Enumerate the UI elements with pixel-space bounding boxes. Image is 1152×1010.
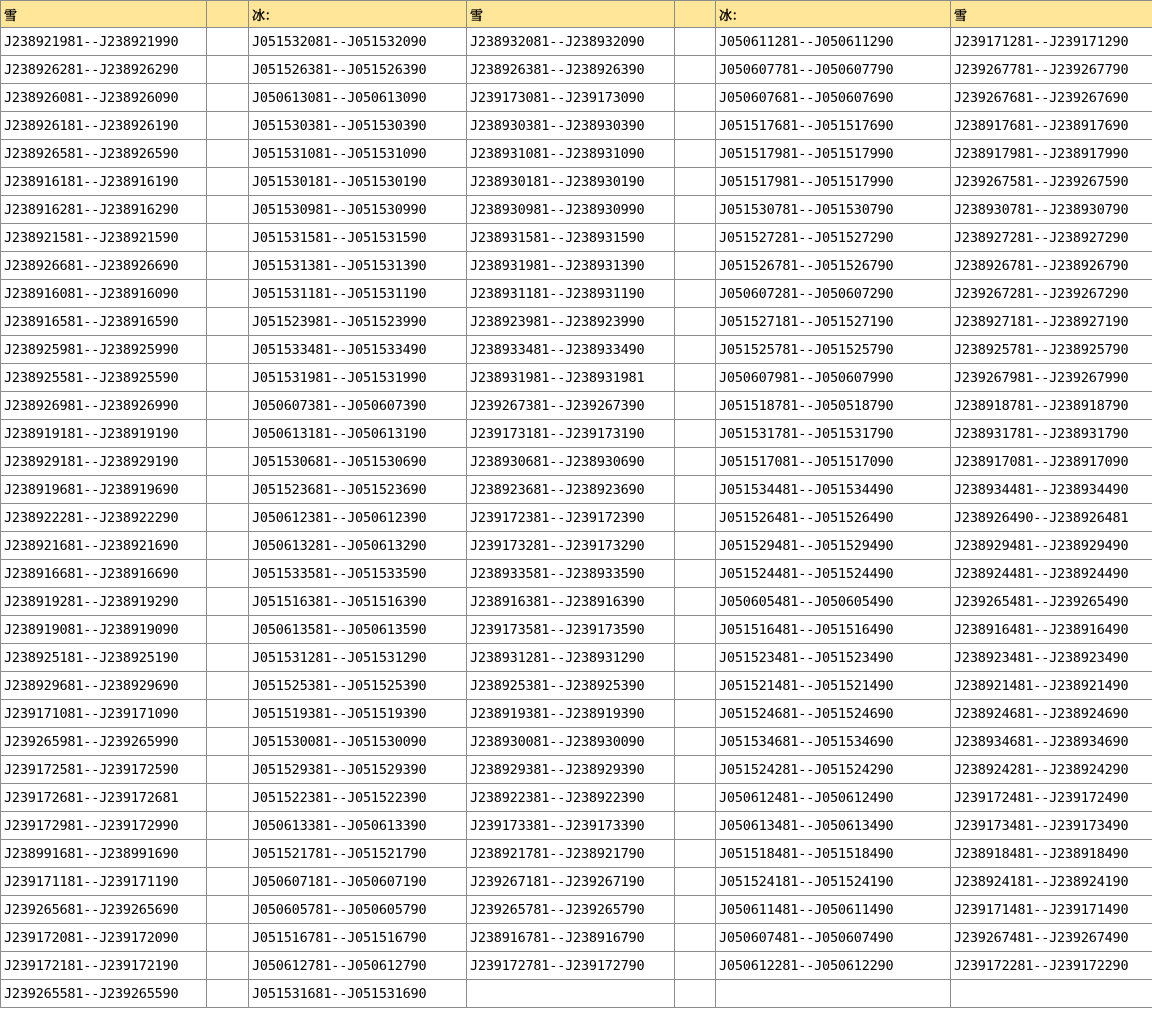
table-row: [1, 224, 1152, 252]
table-row: [1, 700, 1152, 728]
table-cell[interactable]: J238919681--J238919690: [1, 476, 207, 504]
table-cell[interactable]: J051518481--J051518490: [716, 840, 951, 868]
table-cell[interactable]: J051527281--J051527290: [716, 224, 951, 252]
table-cell[interactable]: J051531281--J051531290: [249, 644, 467, 672]
table-cell[interactable]: [675, 644, 716, 672]
table-cell[interactable]: J051533481--J051533490: [249, 336, 467, 364]
table-cell[interactable]: [207, 728, 249, 756]
table-cell[interactable]: [207, 504, 249, 532]
table-cell[interactable]: [675, 280, 716, 308]
table-cell[interactable]: J051523681--J051523690: [249, 476, 467, 504]
table-cell[interactable]: [675, 952, 716, 980]
table-cell[interactable]: J238929481--J238929490: [951, 532, 1152, 560]
header-cell[interactable]: 冰：: [249, 1, 467, 28]
table-cell[interactable]: J239172081--J239172090: [1, 924, 207, 952]
table-cell[interactable]: [207, 560, 249, 588]
table-cell[interactable]: [207, 952, 249, 980]
table-cell[interactable]: J239265581--J239265590: [1, 980, 207, 1008]
table-cell[interactable]: J051517981--J051517990: [716, 140, 951, 168]
table-row: [1, 896, 1152, 924]
table-cell[interactable]: J238916481--J238916490: [951, 616, 1152, 644]
table-cell[interactable]: J238931181--J238931190: [467, 280, 675, 308]
table-cell[interactable]: J051525381--J051525390: [249, 672, 467, 700]
table-cell[interactable]: J239172281--J239172290: [951, 952, 1152, 980]
table-row: [1, 728, 1152, 756]
table-cell[interactable]: [207, 588, 249, 616]
table-cell[interactable]: J238930981--J238930990: [467, 196, 675, 224]
table-cell[interactable]: J239172781--J239172790: [467, 952, 675, 980]
table-cell[interactable]: J238916281--J238916290: [1, 196, 207, 224]
table-cell[interactable]: [207, 672, 249, 700]
table-cell[interactable]: [207, 420, 249, 448]
table-cell[interactable]: [207, 308, 249, 336]
table-cell[interactable]: J050607181--J050607190: [249, 868, 467, 896]
table-cell[interactable]: J238931281--J238931290: [467, 644, 675, 672]
table-cell[interactable]: [675, 980, 716, 1008]
table-cell[interactable]: [716, 980, 951, 1008]
table-cell[interactable]: J238921981--J238921990: [1, 28, 207, 56]
table-row: [1, 672, 1152, 700]
table-cell[interactable]: J051531681--J051531690: [249, 980, 467, 1008]
header-cell[interactable]: 雪: [467, 1, 675, 28]
table-cell[interactable]: J238916381--J238916390: [467, 588, 675, 616]
table-cell[interactable]: J238916681--J238916690: [1, 560, 207, 588]
table-cell[interactable]: J238925781--J238925790: [951, 336, 1152, 364]
table-cell[interactable]: J051531581--J051531590: [249, 224, 467, 252]
table-cell[interactable]: J051531381--J051531390: [249, 252, 467, 280]
table-cell[interactable]: J050607281--J050607290: [716, 280, 951, 308]
table-cell[interactable]: J239173481--J239173490: [951, 812, 1152, 840]
table-cell[interactable]: J239265781--J239265790: [467, 896, 675, 924]
table-cell[interactable]: [675, 672, 716, 700]
table-cell[interactable]: J050612481--J050612490: [716, 784, 951, 812]
table-cell[interactable]: J238922381--J238922390: [467, 784, 675, 812]
table-cell[interactable]: J238926381--J238926390: [467, 56, 675, 84]
table-cell[interactable]: [675, 28, 716, 56]
table-cell[interactable]: J050605481--J050605490: [716, 588, 951, 616]
table-cell[interactable]: J238931081--J238931090: [467, 140, 675, 168]
table-cell[interactable]: J238927181--J238927190: [951, 308, 1152, 336]
table-cell[interactable]: J238922281--J238922290: [1, 504, 207, 532]
table-row: [1, 336, 1152, 364]
table-cell[interactable]: J050611481--J050611490: [716, 896, 951, 924]
table-cell[interactable]: [675, 532, 716, 560]
table-cell[interactable]: [675, 56, 716, 84]
table-cell[interactable]: [207, 868, 249, 896]
table-cell[interactable]: J238930781--J238930790: [951, 196, 1152, 224]
table-cell[interactable]: J239267481--J239267490: [951, 924, 1152, 952]
table-cell[interactable]: J238919281--J238919290: [1, 588, 207, 616]
table-cell[interactable]: J051524481--J051524490: [716, 560, 951, 588]
table-cell[interactable]: J238921781--J238921790: [467, 840, 675, 868]
table-cell[interactable]: J051530981--J051530990: [249, 196, 467, 224]
table-cell[interactable]: [675, 784, 716, 812]
table-cell[interactable]: J238930681--J238930690: [467, 448, 675, 476]
table-cell[interactable]: J051517081--J051517090: [716, 448, 951, 476]
table-cell[interactable]: J051523981--J051523990: [249, 308, 467, 336]
table-cell[interactable]: J051521481--J051521490: [716, 672, 951, 700]
table-cell[interactable]: J238919381--J238919390: [467, 700, 675, 728]
table-cell[interactable]: J238925981--J238925990: [1, 336, 207, 364]
table-cell[interactable]: J050611281--J050611290: [716, 28, 951, 56]
table-cell[interactable]: [207, 168, 249, 196]
table-cell[interactable]: J238934681--J238934690: [951, 728, 1152, 756]
table-cell[interactable]: [207, 616, 249, 644]
table-cell[interactable]: J238926781--J238926790: [951, 252, 1152, 280]
table-cell[interactable]: J050605781--J050605790: [249, 896, 467, 924]
table-cell[interactable]: J239172981--J239172990: [1, 812, 207, 840]
table-row: [1, 140, 1152, 168]
table-cell[interactable]: J239172381--J239172390: [467, 504, 675, 532]
table-row: [1, 84, 1152, 112]
table-cell[interactable]: J051516781--J051516790: [249, 924, 467, 952]
table-cell[interactable]: [675, 504, 716, 532]
table-cell[interactable]: J238934481--J238934490: [951, 476, 1152, 504]
table-cell[interactable]: J051519381--J051519390: [249, 700, 467, 728]
table-row: [1, 168, 1152, 196]
table-cell[interactable]: [207, 56, 249, 84]
table-cell[interactable]: J051534681--J051534690: [716, 728, 951, 756]
table-cell[interactable]: J051529381--J051529390: [249, 756, 467, 784]
header-cell[interactable]: 雪: [951, 1, 1152, 28]
table-cell[interactable]: J239267581--J239267590: [951, 168, 1152, 196]
table-cell[interactable]: J238921681--J238921690: [1, 532, 207, 560]
table-cell[interactable]: J051533581--J051533590: [249, 560, 467, 588]
table-cell[interactable]: J050607381--J050607390: [249, 392, 467, 420]
table-cell[interactable]: J238918481--J238918490: [951, 840, 1152, 868]
table-cell[interactable]: J051530781--J051530790: [716, 196, 951, 224]
table-row: [1, 980, 1152, 1008]
table-cell[interactable]: J238927281--J238927290: [951, 224, 1152, 252]
table-cell[interactable]: J238933481--J238933490: [467, 336, 675, 364]
table-cell[interactable]: [675, 224, 716, 252]
table-cell[interactable]: J238925581--J238925590: [1, 364, 207, 392]
table-cell[interactable]: J051526781--J051526790: [716, 252, 951, 280]
table-row: [1, 364, 1152, 392]
table-cell[interactable]: [675, 252, 716, 280]
table-row: [1, 196, 1152, 224]
table-cell[interactable]: [675, 728, 716, 756]
table-cell[interactable]: J238931981--J238931981: [467, 364, 675, 392]
table-cell[interactable]: [207, 336, 249, 364]
table-cell[interactable]: J238917681--J238917690: [951, 112, 1152, 140]
table-cell[interactable]: J239173281--J239173290: [467, 532, 675, 560]
table-cell[interactable]: [207, 280, 249, 308]
table-cell[interactable]: J238923481--J238923490: [951, 644, 1152, 672]
table-cell[interactable]: J238916781--J238916790: [467, 924, 675, 952]
table-cell[interactable]: J050607481--J050607490: [716, 924, 951, 952]
table-row: [1, 308, 1152, 336]
table-cell[interactable]: [207, 756, 249, 784]
table-cell[interactable]: J238924481--J238924490: [951, 560, 1152, 588]
table-cell[interactable]: J051521781--J051521790: [249, 840, 467, 868]
table-cell[interactable]: [675, 588, 716, 616]
table-cell[interactable]: [207, 532, 249, 560]
table-cell[interactable]: J238932081--J238932090: [467, 28, 675, 56]
table-row: [1, 588, 1152, 616]
table-cell[interactable]: [675, 448, 716, 476]
table-cell[interactable]: J051524281--J051524290: [716, 756, 951, 784]
table-cell[interactable]: J238919081--J238919090: [1, 616, 207, 644]
table-row: [1, 616, 1152, 644]
table-cell[interactable]: J239265481--J239265490: [951, 588, 1152, 616]
table-cell[interactable]: [467, 980, 675, 1008]
table-cell[interactable]: J050613181--J050613190: [249, 420, 467, 448]
table-row: [1, 476, 1152, 504]
table-cell[interactable]: J238916581--J238916590: [1, 308, 207, 336]
table-cell[interactable]: J238926681--J238926690: [1, 252, 207, 280]
table-cell[interactable]: [675, 560, 716, 588]
table-cell[interactable]: [675, 756, 716, 784]
table-cell[interactable]: [675, 616, 716, 644]
header-cell[interactable]: [675, 1, 716, 28]
table-cell[interactable]: [207, 140, 249, 168]
table-cell[interactable]: J239267681--J239267690: [951, 84, 1152, 112]
table-cell[interactable]: [675, 364, 716, 392]
table-row: [1, 952, 1152, 980]
table-row: [1, 644, 1152, 672]
table-cell[interactable]: J239173381--J239173390: [467, 812, 675, 840]
table-row: [1, 784, 1152, 812]
table-cell[interactable]: J238931981--J238931390: [467, 252, 675, 280]
table-cell[interactable]: J238929381--J238929390: [467, 756, 675, 784]
table-cell[interactable]: J051530381--J051530390: [249, 112, 467, 140]
table-row: [1, 392, 1152, 420]
table-cell[interactable]: J239267781--J239267790: [951, 56, 1152, 84]
table-cell[interactable]: [207, 364, 249, 392]
table-cell[interactable]: J239171281--J239171290: [951, 28, 1152, 56]
table-cell[interactable]: J238931581--J238931590: [467, 224, 675, 252]
table-cell[interactable]: J051522381--J051522390: [249, 784, 467, 812]
table-row: [1, 280, 1152, 308]
table-cell[interactable]: [207, 812, 249, 840]
table-cell[interactable]: J051517981--J051517990: [716, 168, 951, 196]
table-cell[interactable]: [207, 448, 249, 476]
table-cell[interactable]: [675, 112, 716, 140]
table-cell[interactable]: [207, 84, 249, 112]
header-cell[interactable]: 冰：: [716, 1, 951, 28]
table-cell[interactable]: J238924681--J238924690: [951, 700, 1152, 728]
table-cell[interactable]: [675, 336, 716, 364]
table-cell[interactable]: J051531981--J051531990: [249, 364, 467, 392]
table-cell[interactable]: [675, 140, 716, 168]
table-cell[interactable]: J050612281--J050612290: [716, 952, 951, 980]
table-cell[interactable]: J238916181--J238916190: [1, 168, 207, 196]
table-cell[interactable]: J238917981--J238917990: [951, 140, 1152, 168]
table-cell[interactable]: J050607981--J050607990: [716, 364, 951, 392]
table-cell[interactable]: [675, 308, 716, 336]
table-cell[interactable]: J238921581--J238921590: [1, 224, 207, 252]
table-cell[interactable]: J051531781--J051531790: [716, 420, 951, 448]
table-cell[interactable]: [675, 420, 716, 448]
table-cell[interactable]: J051525781--J051525790: [716, 336, 951, 364]
table-cell[interactable]: J238926181--J238926190: [1, 112, 207, 140]
sheet-body: [1, 1, 1152, 1008]
table-cell[interactable]: J238926981--J238926990: [1, 392, 207, 420]
table-cell[interactable]: J238924281--J238924290: [951, 756, 1152, 784]
table-cell[interactable]: [207, 28, 249, 56]
table-cell[interactable]: J238926281--J238926290: [1, 56, 207, 84]
table-cell[interactable]: [207, 784, 249, 812]
table-cell[interactable]: [675, 840, 716, 868]
table-cell[interactable]: J238925181--J238925190: [1, 644, 207, 672]
table-cell[interactable]: J238991681--J238991690: [1, 840, 207, 868]
table-row: [1, 840, 1152, 868]
table-cell[interactable]: [207, 392, 249, 420]
table-cell[interactable]: J239173581--J239173590: [467, 616, 675, 644]
table-cell[interactable]: [207, 924, 249, 952]
table-cell[interactable]: J238919181--J238919190: [1, 420, 207, 448]
table-cell[interactable]: J238924181--J238924190: [951, 868, 1152, 896]
table-cell[interactable]: J051524681--J051524690: [716, 700, 951, 728]
table-cell[interactable]: J050607781--J050607790: [716, 56, 951, 84]
table-cell[interactable]: J238917081--J238917090: [951, 448, 1152, 476]
table-cell[interactable]: J238925381--J238925390: [467, 672, 675, 700]
table-row: [1, 924, 1152, 952]
table-cell[interactable]: [207, 980, 249, 1008]
table-cell[interactable]: J051518781--J050518790: [716, 392, 951, 420]
table-cell[interactable]: [675, 812, 716, 840]
table-cell[interactable]: J051534481--J051534490: [716, 476, 951, 504]
table-cell[interactable]: [207, 896, 249, 924]
table-cell[interactable]: [207, 252, 249, 280]
table-cell[interactable]: J051527181--J051527190: [716, 308, 951, 336]
table-cell[interactable]: J239171081--J239171090: [1, 700, 207, 728]
table-row: [1, 56, 1152, 84]
table-cell[interactable]: J051530681--J051530690: [249, 448, 467, 476]
table-cell[interactable]: J239267981--J239267990: [951, 364, 1152, 392]
table-cell[interactable]: J238926581--J238926590: [1, 140, 207, 168]
table-cell[interactable]: J238921481--J238921490: [951, 672, 1152, 700]
table-cell[interactable]: J050607681--J050607690: [716, 84, 951, 112]
table-cell[interactable]: J050612781--J050612790: [249, 952, 467, 980]
table-cell[interactable]: J051529481--J051529490: [716, 532, 951, 560]
table-cell[interactable]: J051530081--J051530090: [249, 728, 467, 756]
table-cell[interactable]: [951, 980, 1152, 1008]
table-cell[interactable]: [207, 196, 249, 224]
table-cell[interactable]: J051532081--J051532090: [249, 28, 467, 56]
table-cell[interactable]: J051516381--J051516390: [249, 588, 467, 616]
table-cell[interactable]: J050613581--J050613590: [249, 616, 467, 644]
table-cell[interactable]: J239172481--J239172490: [951, 784, 1152, 812]
table-cell[interactable]: J239172681--J239172681: [1, 784, 207, 812]
table-cell[interactable]: J051530181--J051530190: [249, 168, 467, 196]
table-cell[interactable]: J238929181--J238929190: [1, 448, 207, 476]
table-row: [1, 504, 1152, 532]
table-cell[interactable]: J050613281--J050613290: [249, 532, 467, 560]
table-cell[interactable]: [675, 924, 716, 952]
table-cell[interactable]: J239172181--J239172190: [1, 952, 207, 980]
table-cell[interactable]: [675, 476, 716, 504]
table-cell[interactable]: J238926490--J238926481: [951, 504, 1152, 532]
table-cell[interactable]: J239171181--J239171190: [1, 868, 207, 896]
table-row: [1, 756, 1152, 784]
table-cell[interactable]: J238929681--J238929690: [1, 672, 207, 700]
table-cell[interactable]: J051531081--J051531090: [249, 140, 467, 168]
table-cell[interactable]: J051517681--J051517690: [716, 112, 951, 140]
table-cell[interactable]: J051523481--J051523490: [716, 644, 951, 672]
table-row: [1, 28, 1152, 56]
table-cell[interactable]: [207, 476, 249, 504]
table-row: [1, 420, 1152, 448]
table-cell[interactable]: [207, 112, 249, 140]
table-cell[interactable]: J051531181--J051531190: [249, 280, 467, 308]
table-cell[interactable]: J239171481--J239171490: [951, 896, 1152, 924]
table-cell[interactable]: [675, 196, 716, 224]
table-cell[interactable]: J239267281--J239267290: [951, 280, 1152, 308]
header-cell[interactable]: 雪: [1, 1, 207, 28]
table-cell[interactable]: J050612381--J050612390: [249, 504, 467, 532]
table-cell[interactable]: J051526381--J051526390: [249, 56, 467, 84]
header-row: [1, 1, 1152, 28]
table-cell[interactable]: J239173081--J239173090: [467, 84, 675, 112]
table-cell[interactable]: J238923981--J238923990: [467, 308, 675, 336]
table-cell[interactable]: J051516481--J051516490: [716, 616, 951, 644]
table-cell[interactable]: J239265981--J239265990: [1, 728, 207, 756]
table-cell[interactable]: [207, 644, 249, 672]
table-cell[interactable]: J050613381--J050613390: [249, 812, 467, 840]
table-cell[interactable]: J239267381--J239267390: [467, 392, 675, 420]
table-cell[interactable]: J238930181--J238930190: [467, 168, 675, 196]
table-cell[interactable]: J239172581--J239172590: [1, 756, 207, 784]
table-cell[interactable]: [675, 868, 716, 896]
table-cell[interactable]: [675, 84, 716, 112]
table-cell[interactable]: J238918781--J238918790: [951, 392, 1152, 420]
table-cell[interactable]: J239265681--J239265690: [1, 896, 207, 924]
table-cell[interactable]: [207, 700, 249, 728]
table-cell[interactable]: J051526481--J051526490: [716, 504, 951, 532]
header-cell[interactable]: [207, 1, 249, 28]
table-row: [1, 868, 1152, 896]
table-row: [1, 448, 1152, 476]
table-cell[interactable]: [675, 700, 716, 728]
table-cell[interactable]: [207, 224, 249, 252]
table-cell[interactable]: J238926081--J238926090: [1, 84, 207, 112]
table-row: [1, 560, 1152, 588]
table-cell[interactable]: [207, 840, 249, 868]
table-cell[interactable]: [675, 896, 716, 924]
table-row: [1, 532, 1152, 560]
table-cell[interactable]: [675, 168, 716, 196]
table-cell[interactable]: J238923681--J238923690: [467, 476, 675, 504]
table-row: [1, 252, 1152, 280]
table-cell[interactable]: J238916081--J238916090: [1, 280, 207, 308]
table-cell[interactable]: J238930081--J238930090: [467, 728, 675, 756]
table-cell[interactable]: J050613081--J050613090: [249, 84, 467, 112]
table-cell[interactable]: J239173181--J239173190: [467, 420, 675, 448]
table-cell[interactable]: J051524181--J051524190: [716, 868, 951, 896]
table-row: [1, 812, 1152, 840]
table-cell[interactable]: J050613481--J050613490: [716, 812, 951, 840]
table-cell[interactable]: J239267181--J239267190: [467, 868, 675, 896]
table-row: [1, 112, 1152, 140]
table-cell[interactable]: [675, 392, 716, 420]
table-cell[interactable]: J238930381--J238930390: [467, 112, 675, 140]
table-cell[interactable]: J238931781--J238931790: [951, 420, 1152, 448]
table-cell[interactable]: J238933581--J238933590: [467, 560, 675, 588]
